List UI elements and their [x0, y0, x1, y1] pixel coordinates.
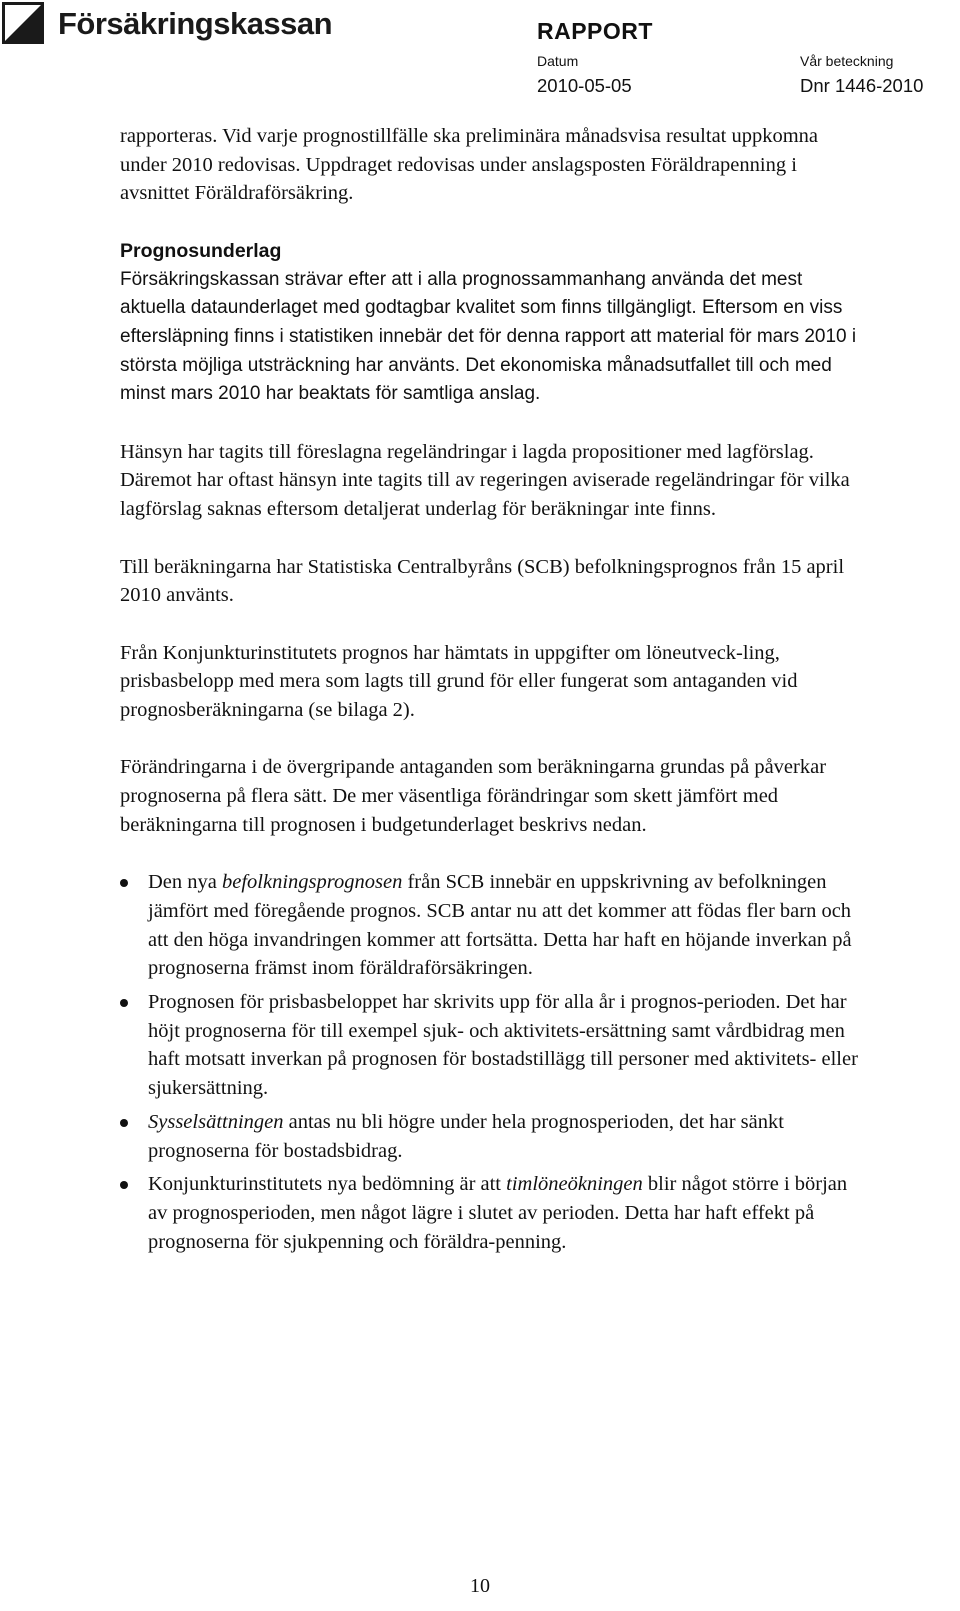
- list-item-text: Konjunkturinstitutets nya bedömning är att: [148, 1173, 507, 1196]
- paragraph-intro: rapporteras. Vid varje prognostillfälle ska preliminära månadsvisa resultat uppkomna under 2010 redovisas. Uppdraget redovisas under anslagsposten Föräldrapenning i avsnittet Föräldraförsäkring.: [120, 125, 819, 205]
- paragraph-data-basis: Försäkringskassan strävar efter att i alla prognossammanhang använda det mest aktuella dataunderlaget med godtagbar kvalitet som finns tillgängligt. Eftersom en viss eftersläpning finns i statistiken innebär det för denna rapport att material för mars 2010 i största möjliga utsträckning har använts. Det ekonomiska månadsutfallet till och med minst mars 2010 har beaktats för samtliga anslag.: [120, 268, 857, 405]
- bullet-icon: [120, 999, 128, 1007]
- document-header: [0, 0, 960, 110]
- list-item: [120, 868, 860, 983]
- list-item-emphasis: befolkningsprognosen: [222, 871, 403, 894]
- document-body: [120, 122, 860, 1261]
- list-item-text: blir något större i början av prognosperioden, men något lägre i slutet av perioden. Detta har haft effekt på prognoserna för sjukpenning och föräldra-penning.: [148, 1173, 848, 1253]
- list-item-text: antas nu bli högre under hela prognosperioden, det har sänkt prognoserna för bostadsbidrag.: [148, 1110, 784, 1162]
- reference-label: Vår beteckning: [800, 53, 894, 69]
- document-type: RAPPORT: [537, 18, 653, 44]
- changes-list: [120, 868, 860, 1256]
- logo: [2, 2, 332, 44]
- bullet-icon: [120, 1181, 128, 1189]
- date-label: Datum: [537, 53, 579, 69]
- paragraph-assumption-changes: Förändringarna i de övergripande antaganden som beräkningarna grundas på påverkar prognoserna på flera sätt. De mer väsentliga förändringar som skett jämfört med beräkningarna till prognosen i budgetunderlaget beskrivs nedan.: [120, 756, 827, 836]
- bullet-icon: [120, 1119, 128, 1127]
- reference-value: Dnr 1446-2010: [800, 75, 924, 96]
- page-number: 10: [470, 1575, 490, 1597]
- date-value: 2010-05-05: [537, 75, 632, 96]
- bullet-icon: [120, 879, 128, 887]
- paragraph-rule-changes: Hänsyn har tagits till föreslagna regeländringar i lagda propositioner med lagförslag. Däremot har oftast hänsyn inte tagits till av regeringen aviserade regeländringar för vilka lagförslag saknas eftersom detaljerat underlag för beräkningar inte finns.: [120, 440, 850, 521]
- forsakringskassan-logo-icon: [2, 2, 44, 44]
- logo-text: Försäkringskassan: [58, 5, 333, 41]
- paragraph-economic-forecast: Från Konjunkturinstitutets prognos har hämtats in uppgifter om löneutveck-ling, prisbasbelopp med mera som lagts till grund för eller fungerat som antaganden vid prognosberäkningarna (se bilaga 2).: [120, 641, 798, 721]
- list-item: [120, 988, 860, 1103]
- list-item-text: Den nya: [148, 871, 223, 894]
- list-item-text: från SCB innebär en uppskrivning av befolkningen jämfört med föregående prognos. SCB antar nu att det kommer att födas fler barn och att den höga invandringen kommer att fortsätta. Detta har haft en höjande inverkan på prognoserna främst inom föräldraförsäkringen.: [148, 871, 852, 980]
- list-item-emphasis: timlöneökningen: [506, 1173, 643, 1196]
- list-item: [120, 1108, 860, 1165]
- section-heading: Prognosunderlag: [120, 239, 282, 262]
- list-item: [120, 1170, 860, 1256]
- list-item-emphasis: Sysselsättningen: [148, 1110, 284, 1133]
- list-item-text: Prognosen för prisbasbeloppet har skrivits upp för alla år i prognos-perioden. Det har höjt prognoserna för till exempel sjuk- och aktivitets-ersättning samt vårdbidrag men haft motsatt inverkan på prognosen för bostadstillägg till personer med aktivitets- eller sjukersättning.: [148, 991, 858, 1100]
- paragraph-population-forecast: Till beräkningarna har Statistiska Centralbyråns (SCB) befolkningsprognos från 15 april 2010 använts.: [120, 555, 845, 607]
